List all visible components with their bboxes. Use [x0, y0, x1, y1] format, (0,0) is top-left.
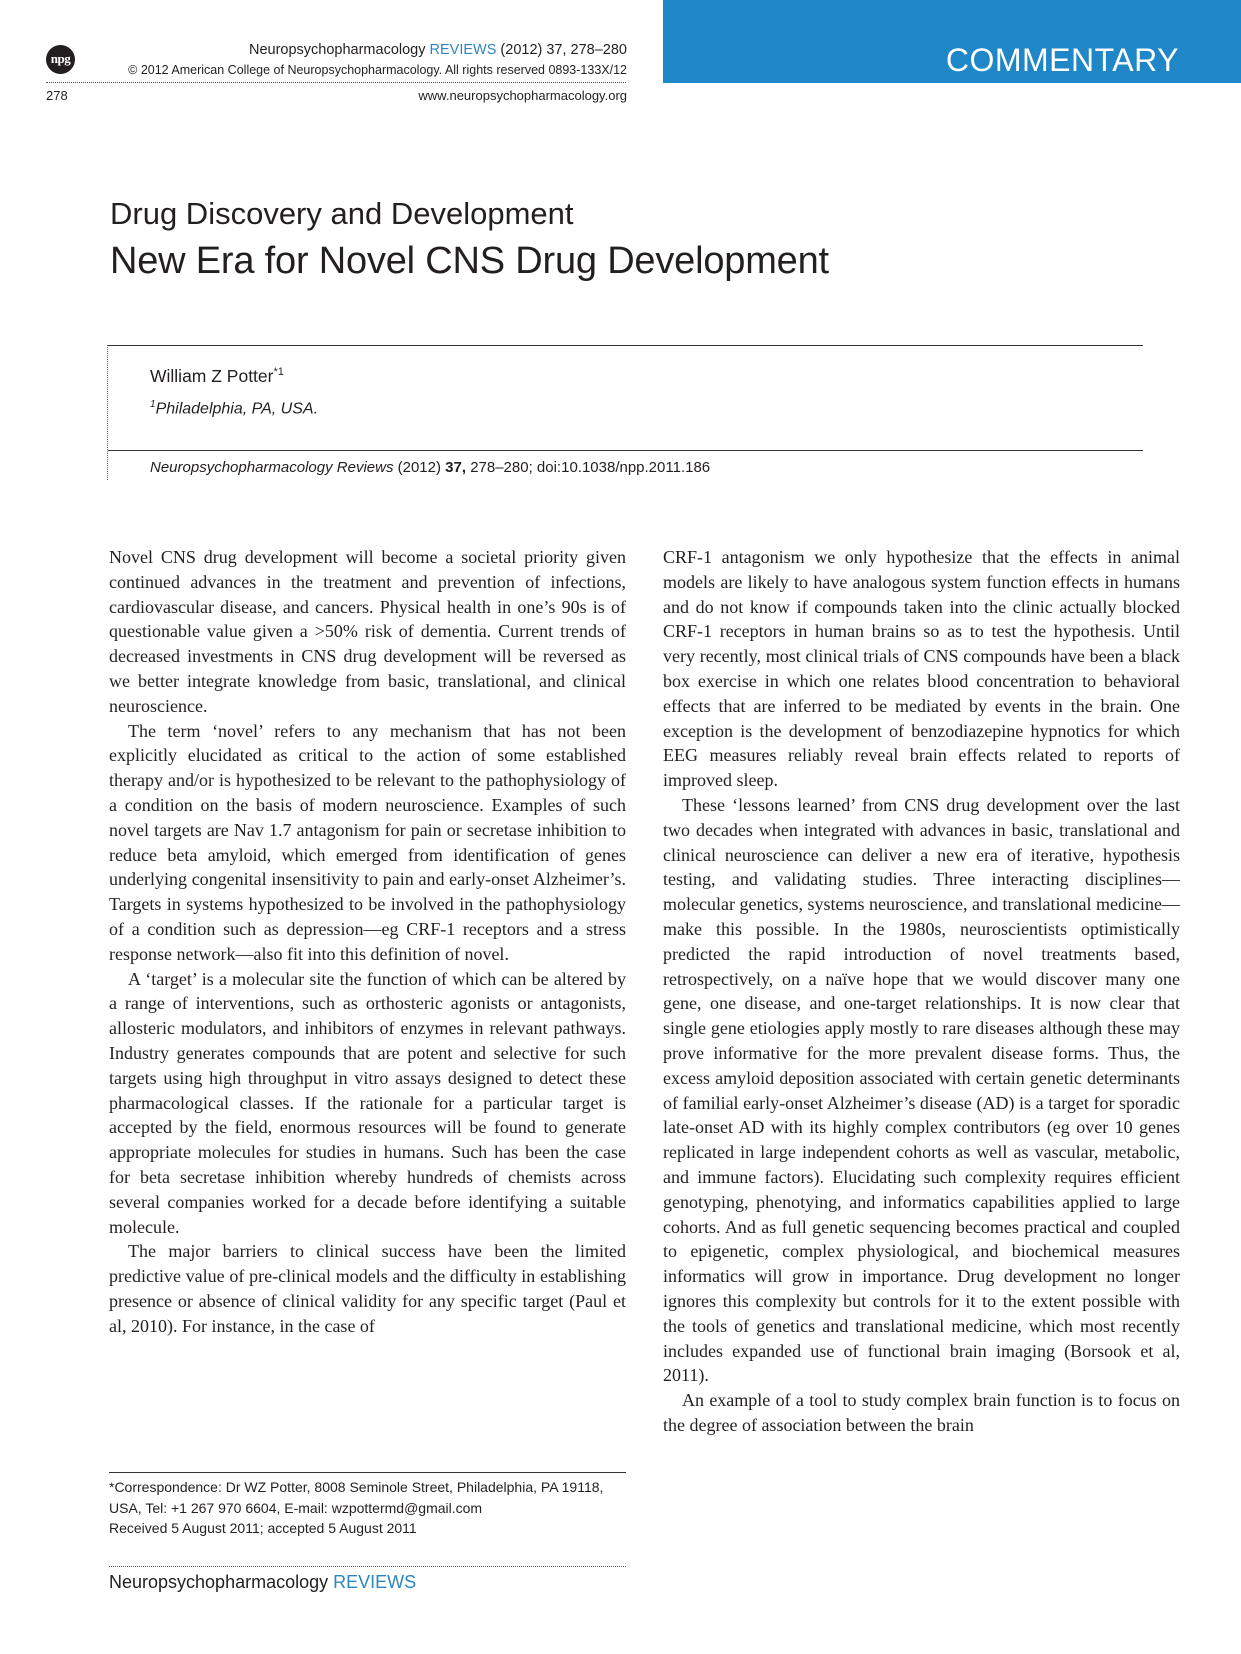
footnote-rule [109, 1472, 626, 1473]
affiliation-text: Philadelphia, PA, USA. [155, 400, 319, 418]
footer-journal [109, 1572, 416, 1593]
correspondence-text: *Correspondence: Dr WZ Potter, 8008 Seminole Street, Philadelphia, PA 19118, USA, Tel: +1 267 970 6604, E-mail: wzpottermd@gmail.com [109, 1479, 604, 1516]
citation-volume: 37, [445, 459, 467, 476]
footer-dotted-rule [109, 1566, 626, 1567]
correspondence-footnote [109, 1477, 629, 1539]
author-name [150, 366, 284, 387]
commentary-band [663, 0, 1241, 83]
author-affiliation [150, 399, 318, 418]
paragraph: An example of a tool to study complex brain function is to focus on the degree of association between the brain [663, 1390, 1180, 1435]
section-title: Drug Discovery and Development [110, 196, 574, 231]
paragraph: These ‘lessons learned’ from CNS drug development over the last two decades when integrated with advances in basic, translational and clinical neuroscience can deliver a new era of iterative, hypothesis testing, and validating studies. Three interacting disciplines—molecular genetics, systems neuroscience, and translational medicine—make this possible. In the 1980s, neuroscientists optimistically predicted the rapid introduction of novel treatments based, retrospectively, on a naïve hope that we would discover many one gene, one disease, and one-target relationships. It is now clear that single gene etiologies apply mostly to rare diseases although these may prove informative for the more prevalent disease forms. Thus, the excess amyloid deposition associated with certain genetic determinants of familial early-onset Alzheimer’s disease (AD) is a target for sporadic late-onset AD with its highly complex contributors (eg over 10 genes replicated in large independent cohorts as well as vascular, metabolic, and immune factors). Elucidating such complexity requires efficient genotyping, phenotying, and informatics capabilities applied to large cohorts. And as full genetic sequencing becomes practical and coupled to epigenetic, complex physiological, and biochemical measures informatics will grow in importance. Drug development no longer ignores this complexity but controls for it to the extent possible with the tools of genetics and translational medicine, which most recently includes expanded use of functional brain imaging (Borsook et al, 2011). [663, 794, 1180, 1386]
citation-doi[interactable]: 278–280; doi:10.1038/npp.2011.186 [470, 459, 711, 476]
paragraph: Novel CNS drug development will become a societal priority given continued advances in the treatment and prevention of infections, cardiovascular disease, and cancers. Physical health in one’s 90s is of questionable value given a >50% risk of dementia. Current trends of decreased investments in CNS drug development will be reversed as we better integrate knowledge from basic, translational, and clinical neuroscience. [109, 547, 626, 716]
body-column-right [663, 545, 1180, 1438]
author-box-top-rule [108, 345, 1143, 346]
author-mark: *1 [273, 366, 284, 379]
author-box-bottom-rule [108, 450, 1143, 451]
paragraph: The major barriers to clinical success have been the limited predictive value of pre-clinical models and the difficulty in establishing presence or absence of clinical validity for any specific target (Paul et al, 2010). For instance, in the case of [109, 1241, 626, 1336]
journal-name: Neuropsychopharmacology [248, 42, 426, 58]
journal-reviews-label: REVIEWS [429, 42, 497, 58]
paragraph: CRF-1 antagonism we only hypothesize that the effects in animal models are likely to have analogous system function effects in humans and do not know if compounds taken into the clinic actually blocked CRF-1 receptors in human brains so as to test the hypothesis. Until very recently, most clinical trials of CNS compounds have been a black box exercise in which one relates blood concentration to behavioral effects that are inferred to be mediated by events in the brain. One exception is the development of benzodiazepine hypnotics for which EEG measures reliably reveal brain effects related to reports of improved sleep. [663, 547, 1180, 791]
author-name-text: William Z Potter [150, 366, 274, 386]
journal-volume: (2012) 37, 278–280 [500, 42, 627, 58]
article-title: New Era for Novel CNS Drug Development [110, 240, 829, 282]
citation-journal: Neuropsychopharmacology Reviews [150, 459, 394, 476]
author-box-side-rule [107, 345, 108, 480]
page-number: 278 [46, 88, 68, 103]
paragraph: A ‘target’ is a molecular site the function of which can be altered by a range of interventions, such as orthosteric agonists or antagonists, allosteric modulators, and inhibitors of enzymes in relevant pathways. Industry generates compounds that are potent and selective for such targets using high throughput in vitro assays designed to detect these pharmacological classes. If the rationale for a particular target is accepted by the field, enormous resources will be found to generate appropriate molecules for studies in humans. Such has been the case for beta secretase inhibition whereby hundreds of chemists across several companies worked for a decade before identifying a suitable molecule. [109, 968, 626, 1237]
journal-header-line [82, 42, 627, 58]
copyright-line: © 2012 American College of Neuropsychopharmacology. All rights reserved 0893-133X/12 [128, 63, 627, 77]
received-dates: Received 5 August 2011; accepted 5 August 2011 [109, 1520, 417, 1536]
section-type-label: COMMENTARY [945, 42, 1179, 78]
affiliation-mark: 1 [150, 399, 156, 410]
journal-website-link[interactable]: www.neuropsychopharmacology.org [418, 88, 627, 103]
footer-reviews-label: REVIEWS [333, 1572, 417, 1592]
article-citation [150, 459, 710, 476]
citation-year: (2012) [397, 459, 441, 476]
npg-logo: npg [46, 45, 75, 74]
footer-journal-name: Neuropsychopharmacology [109, 1572, 329, 1592]
header-dotted-rule [46, 82, 626, 83]
body-column-left [109, 545, 626, 1339]
paragraph: The term ‘novel’ refers to any mechanism that has not been explicitly elucidated as critical to the action of some established therapy and/or is hypothesized to be relevant to the pathophysiology of a condition on the basis of modern neuroscience. Examples of such novel targets are Nav 1.7 antagonism for pain or secretase inhibition to reduce beta amyloid, which emerged from identification of genes underlying congenital insensitivity to pain and early-onset Alzheimer’s. Targets in systems hypothesized to be involved in the pathophysiology of a condition such as depression—eg CRF-1 receptors and a stress response network—also fit into this definition of novel. [109, 720, 626, 964]
